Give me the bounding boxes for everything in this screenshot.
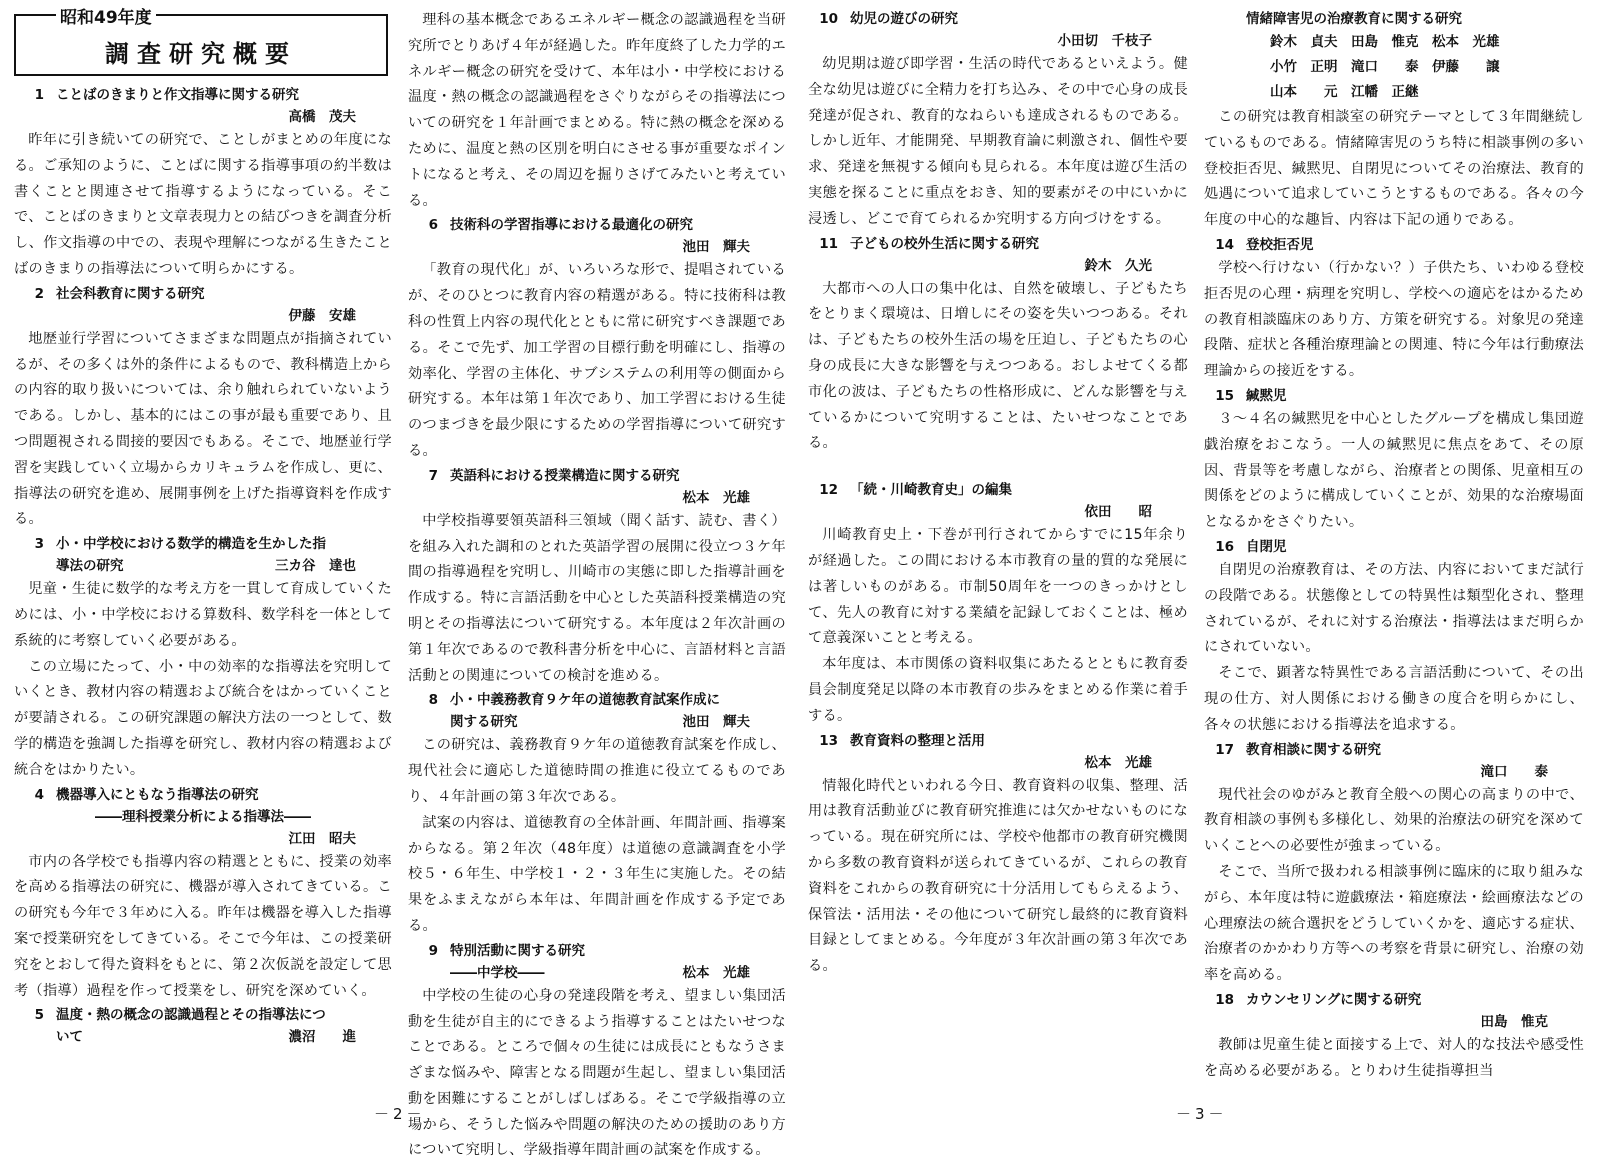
article-author: 鈴木 貞夫 田島 惟克 松本 光雄 bbox=[1270, 34, 1500, 50]
article-10 bbox=[808, 8, 1188, 233]
article-body: 幼児期は遊び即学習・生活の時代であるといえよう。健全な幼児は遊びに全精力を打ち込み、その中で心身の成長発達が促され、教育的なねらいも達成されるものである。しかし近年、才能開発、早期教育論に刺激され、個性や要求、発達を無視する傾向も見られる。本年度は遊び生活の実態を探ることに重点をおき、知的要素がその中にいかに浸透し、どこで育てられるか究明する方向づけをする。 bbox=[808, 56, 1188, 227]
column-4 bbox=[1204, 8, 1584, 1100]
title-box bbox=[14, 8, 388, 76]
article-11 bbox=[808, 233, 1188, 458]
article-heading: 15 緘黙児 bbox=[1215, 387, 1287, 404]
article-author: 伊藤 安雄 bbox=[288, 307, 356, 324]
article-body: 学校へ行けない（行かない？）子供たち、いわゆる登校拒否児の心理・病理を究明し、学校への適応をはかるための教育相談臨床のあり方、方策を研究する。対象児の発達段階、症状と各種治療理論との関連、特に今年は行動療法理論からの接近をする。 bbox=[1204, 259, 1584, 380]
column-2 bbox=[408, 8, 786, 1159]
article-body: この研究は教育相談室の研究テーマとして３年間継続しているものである。情緒障害児のうち特に相談事例の多い登校拒否児、緘黙児、自閉児についてその治療法、教育的処遇について追求していこうとするものである。各々の今年度の中心的な趣旨、内容は下記の通りである。 bbox=[1204, 109, 1584, 229]
article-12 bbox=[808, 479, 1188, 729]
article-body: この研究は、義務教育９ケ年の道徳教育試案を作成し、現代社会に適応した道徳時間の推進に役立てるものであり、４年計画の第３年次である。 bbox=[408, 737, 786, 805]
article-heading: 2 社会科教育に関する研究 bbox=[34, 285, 205, 302]
article-9 bbox=[408, 940, 786, 1164]
article-body: 理科の基本概念であるエネルギー概念の認識過程を当研究所でとりあげ４年が経過した。昨年度終了した力学的エネルギー概念の研究を受けて、本年は小・中学校における温度・熱の概念の認識過程をさぐりながらその指導法についての研究を１年計画でまとめる。特に熱の概念を深めるために、温度と熱の区別を明白にさせる事が重要なポイントになると考え、その周辺を掘りさげてみたいと考えている。 bbox=[408, 12, 786, 209]
article-heading: 12 「続・川崎教育史」の編集 bbox=[819, 482, 1012, 499]
article-body: 現代社会のゆがみと教育全般への関心の高まりの中で、教育相談の事例も多様化し、効果的治療法の研究を深めていくことへの必要性が強まっている。 bbox=[1204, 786, 1584, 855]
article-author: 高橋 茂夫 bbox=[288, 109, 356, 125]
article-body: 児童・生徒に数学的な考え方を一貫して育成していくためには、小・中学校における算数科、数学科を一体として系統的に考察していく必要がある。 bbox=[14, 581, 392, 649]
article-body: 試案の内容は、道徳教育の全体計画、年間計画、指導案からなる。第２年次（48年度）は道徳の意識調査を小学校５・６年生、中学校１・２・３年生に実施した。その結果をふまえながら本年は、年間計画を作成する予定である。 bbox=[408, 814, 786, 934]
article-author: 池田 輝夫 bbox=[682, 714, 750, 731]
article-body: 「教育の現代化」が、いろいろな形で、提唱されているが、そのひとつに教育内容の精選がある。特に技術科は教科の性質上内容の現代化とともに常に研究すべき課題である。そこで先ず、加工学習の目標行動を明確にし、指導の効率化、学習の主体化、サブシステムの利用等の側面から研究する。本年は第１年次であり、加工学習における生徒のつまづきを最少限にするための学習指導について研究する。 bbox=[408, 262, 786, 459]
article-author: 江田 昭夫 bbox=[288, 830, 356, 847]
article-heading-cont: 導法の研究 三カ谷 達也 bbox=[14, 555, 392, 577]
article-14 bbox=[1204, 234, 1584, 385]
column-1 bbox=[14, 8, 392, 1100]
spacer bbox=[808, 457, 1188, 479]
article-heading: 4 機器導入にともなう指導法の研究 bbox=[34, 786, 259, 803]
article-author: 三カ谷 達也 bbox=[275, 558, 356, 575]
article-heading: 9 特別活動に関する研究 bbox=[428, 942, 585, 959]
article-author: 池田 輝夫 bbox=[682, 239, 750, 256]
article-heading: 3 小・中学校における数学的構造を生かした指 bbox=[34, 536, 326, 553]
article-heading: 5 温度・熱の概念の認識過程とその指導法につ bbox=[34, 1007, 326, 1024]
article-4 bbox=[14, 784, 392, 1005]
article-body: この立場にたって、小・中の効率的な指導法を究明していくとき、教材内容の精選および統合をはかっていくことが要請される。この研究課題の解決方法の一つとして、数学的構造を強調した指導を研究し、教材内容の精選および統合をはかりたい。 bbox=[14, 658, 392, 778]
article-2 bbox=[14, 283, 392, 533]
page-number-right: －3－ bbox=[1176, 1105, 1228, 1123]
article-author: 田島 惟克 bbox=[1480, 1013, 1548, 1030]
article-heading: 16 自閉児 bbox=[1215, 538, 1287, 555]
article-author: 松本 光雄 bbox=[682, 489, 750, 506]
article-heading: 7 英語科における授業構造に関する研究 bbox=[428, 467, 680, 484]
article-18 bbox=[1204, 989, 1584, 1085]
article-body: ３～４名の緘黙児を中心としたグループを構成し集団遊戯治療をおこなう。一人の緘黙児に焦点をあて、その原因、背景等を考慮しながら、治療者との関係、児童相互の関係をどのように構成していくことが、効果的な治療場面となるかをさぐりたい。 bbox=[1204, 410, 1584, 531]
article-author: 小田切 千枝子 bbox=[1057, 33, 1152, 49]
article-body: そこで、当所で扱われる相談事例に臨床的に取り組みながら、本年度は特に遊戯療法・箱庭療法・絵画療法などの心理療法の統合選択をどうしていくかを、適応する症状、治療者のかかわり方等への考察を背景に研究し、治療の効率を高める。 bbox=[1204, 863, 1584, 984]
article-13 bbox=[808, 730, 1188, 980]
article-heading: 14 登校拒否児 bbox=[1215, 236, 1314, 253]
article-body: 中学校指導要領英語科三領域（聞く話す、読む、書く）を組み入れた調和のとれた英語学習の展開に役立つ３ケ年間の指導過程を究明し、川崎市の実態に即した指導計画を作成する。特に言語活動を中心とした英語科授業構造の究明とその指導法について研究する。本年度は２年次計画の第１年次であるので教科書分析を中心に、言語材料と言語活動との関連についての検討を進める。 bbox=[408, 512, 786, 684]
article-author: 山本 元 江幡 正継 bbox=[1270, 84, 1419, 100]
article-heading: 18 カウンセリングに関する研究 bbox=[1215, 991, 1422, 1008]
article-author: 依田 昭 bbox=[1084, 504, 1152, 521]
article-heading: 10 幼児の遊びの研究 bbox=[819, 11, 958, 27]
column-3-content bbox=[808, 8, 1188, 1100]
article-body: 情報化時代といわれる今日、教育資料の収集、整理、活用は教育活動並びに教育研究推進には欠かせないものになっている。現在研究所には、学校や他都市の教育研究機関から多数の教育資料が送られてきているが、これらの教育資料をこれからの教育研究に十分活用してもらえるよう、保管法・活用法・その他について研究し最終的に教育資料目録としてまとめる。今年度が３年次計画の第３年次である。 bbox=[808, 777, 1188, 975]
article-author: 松本 光雄 bbox=[682, 964, 750, 981]
article-body: 中学校の生徒の心身の発達段階を考え、望ましい集団活動を生徒が自主的にできるよう指導することはたいせつなことである。ところで個々の生徒には成長にともなうさまざまな悩みや、障害となる問題が生起し、望ましい集団活動を困難にすることがしばしばある。そこで学級指導の立場から、そうした悩みや問題の解決のための援助のあり方について究明し、学級指導年間計画の試案を作成する。 bbox=[408, 987, 786, 1159]
article-3 bbox=[14, 533, 392, 783]
article-heading: 情緒障害児の治療教育に関する研究 bbox=[1246, 11, 1462, 27]
fiscal-year: 昭和49年度 bbox=[56, 3, 156, 28]
article-emotional-disorder bbox=[1204, 8, 1584, 234]
article-17 bbox=[1204, 739, 1584, 989]
article-7 bbox=[408, 465, 786, 690]
article-heading-cont: 関する研究 池田 輝夫 bbox=[408, 711, 786, 733]
article-author: 鈴木 久光 bbox=[1084, 257, 1152, 274]
article-heading: 11 子どもの校外生活に関する研究 bbox=[819, 235, 1039, 252]
article-heading: 17 教育相談に関する研究 bbox=[1215, 741, 1381, 758]
article-heading: 13 教育資料の整理と活用 bbox=[819, 732, 985, 749]
article-subtitle: ――中学校―― 松本 光雄 bbox=[408, 962, 786, 984]
article-body: そこで、顕著な特異性である言語活動について、その出現の仕方、対人関係における働きの度合を明らかにし、各々の状態における指導法を追求する。 bbox=[1204, 665, 1584, 733]
article-body: 川崎教育史上・下巻が刊行されてからすでに15年余りが経過した。この間における本市教育の量的質的な発展には著しいものがある。市制50周年を一つのきっかけとして、先人の教育に対する業績を記録しておくことは、極めて意義深いことと考える。 bbox=[808, 527, 1188, 647]
article-8 bbox=[408, 689, 786, 939]
article-body: 本年度は、本市関係の資料収集にあたるとともに教育委員会制度発足以降の本市教育の歩みをまとめる作業に着手する。 bbox=[808, 656, 1188, 724]
article-heading: 6 技術科の学習指導における最適化の研究 bbox=[428, 217, 693, 234]
article-author: 滝口 泰 bbox=[1480, 763, 1548, 780]
article-author: 小竹 正明 滝口 泰 伊藤 譲 bbox=[1270, 59, 1500, 75]
article-heading-cont: いて 濃沼 進 bbox=[14, 1026, 392, 1048]
page-title: 調査研究概要 bbox=[105, 40, 297, 68]
article-15 bbox=[1204, 385, 1584, 536]
article-16 bbox=[1204, 536, 1584, 739]
article-heading: 1 ことばのきまりと作文指導に関する研究 bbox=[34, 87, 299, 103]
article-body: 昨年に引き続いての研究で、ことしがまとめの年度になる。ご承知のように、ことばに関する指導事項の約半数は書くことと関連させて指導するようになっている。そこで、ことばのきまりと文章表現力との結びつきを調査分析し、作文指導の中での、表現や理解につながる生きたことばのきまりの指導法について明らかにする。 bbox=[14, 132, 392, 277]
article-author: 松本 光雄 bbox=[1084, 754, 1152, 771]
article-5-heading bbox=[14, 1004, 392, 1048]
article-1 bbox=[14, 84, 392, 283]
article-body: 市内の各学校でも指導内容の精選とともに、授業の効率を高める指導法の研究に、機器が導入されてきている。この研究も今年で３年めに入る。昨年は機器を導入した指導案で授業研究をしてきている。そこで今年は、この授業研究をとおして得た資料をもとに、第２次仮説を設定して思考（指導）過程を作って授業をし、研究を深めていく。 bbox=[14, 853, 392, 999]
page-number-left: －2－ bbox=[374, 1105, 426, 1123]
article-body: 地歴並行学習についてさまざまな問題点が指摘されているが、その多くは外的条件によるもので、教科構造上からの内容的取り扱いについては、余り触れられていないようである。しかし、基本的にはこの事が最も重要であり、且つ問題視される間接的要因でもある。そこで、地歴並行学習を実践していく立場からカリキュラムを作成し、更に、指導法の研究を進め、展開事例を上げた指導資料を作成する。 bbox=[14, 330, 392, 528]
article-6 bbox=[408, 214, 786, 464]
article-author: 濃沼 進 bbox=[288, 1029, 356, 1046]
article-body: 大都市への人口の集中化は、自然を破壊し、子どもたちをとりまく環境は、日増しにその姿を失いつつある。それは、子どもたちの校外生活の場を圧迫し、子どもたちの心身の成長に大きな影響を与えつつある。おしよせてくる都市化の波は、子どもたちの性格形成に、どんな影響を与えているかについて究明することは、たいせつなことである。 bbox=[808, 280, 1188, 452]
article-subtitle: ――理科授業分析による指導法―― bbox=[95, 808, 311, 825]
article-heading: 8 小・中義務教育９ケ年の道徳教育試案作成に bbox=[428, 692, 720, 709]
article-body: 自閉児の治療教育は、その方法、内容においてまだ試行の段階である。状態像としての特異性は類型化され、整理されているが、それに対する治療法・指導法はまだ明らかにされていない。 bbox=[1204, 561, 1584, 656]
article-body: 教師は児童生徒と面接する上で、対人的な技法や感受性を高める必要がある。とりわけ生徒指導担当 bbox=[1204, 1036, 1584, 1079]
